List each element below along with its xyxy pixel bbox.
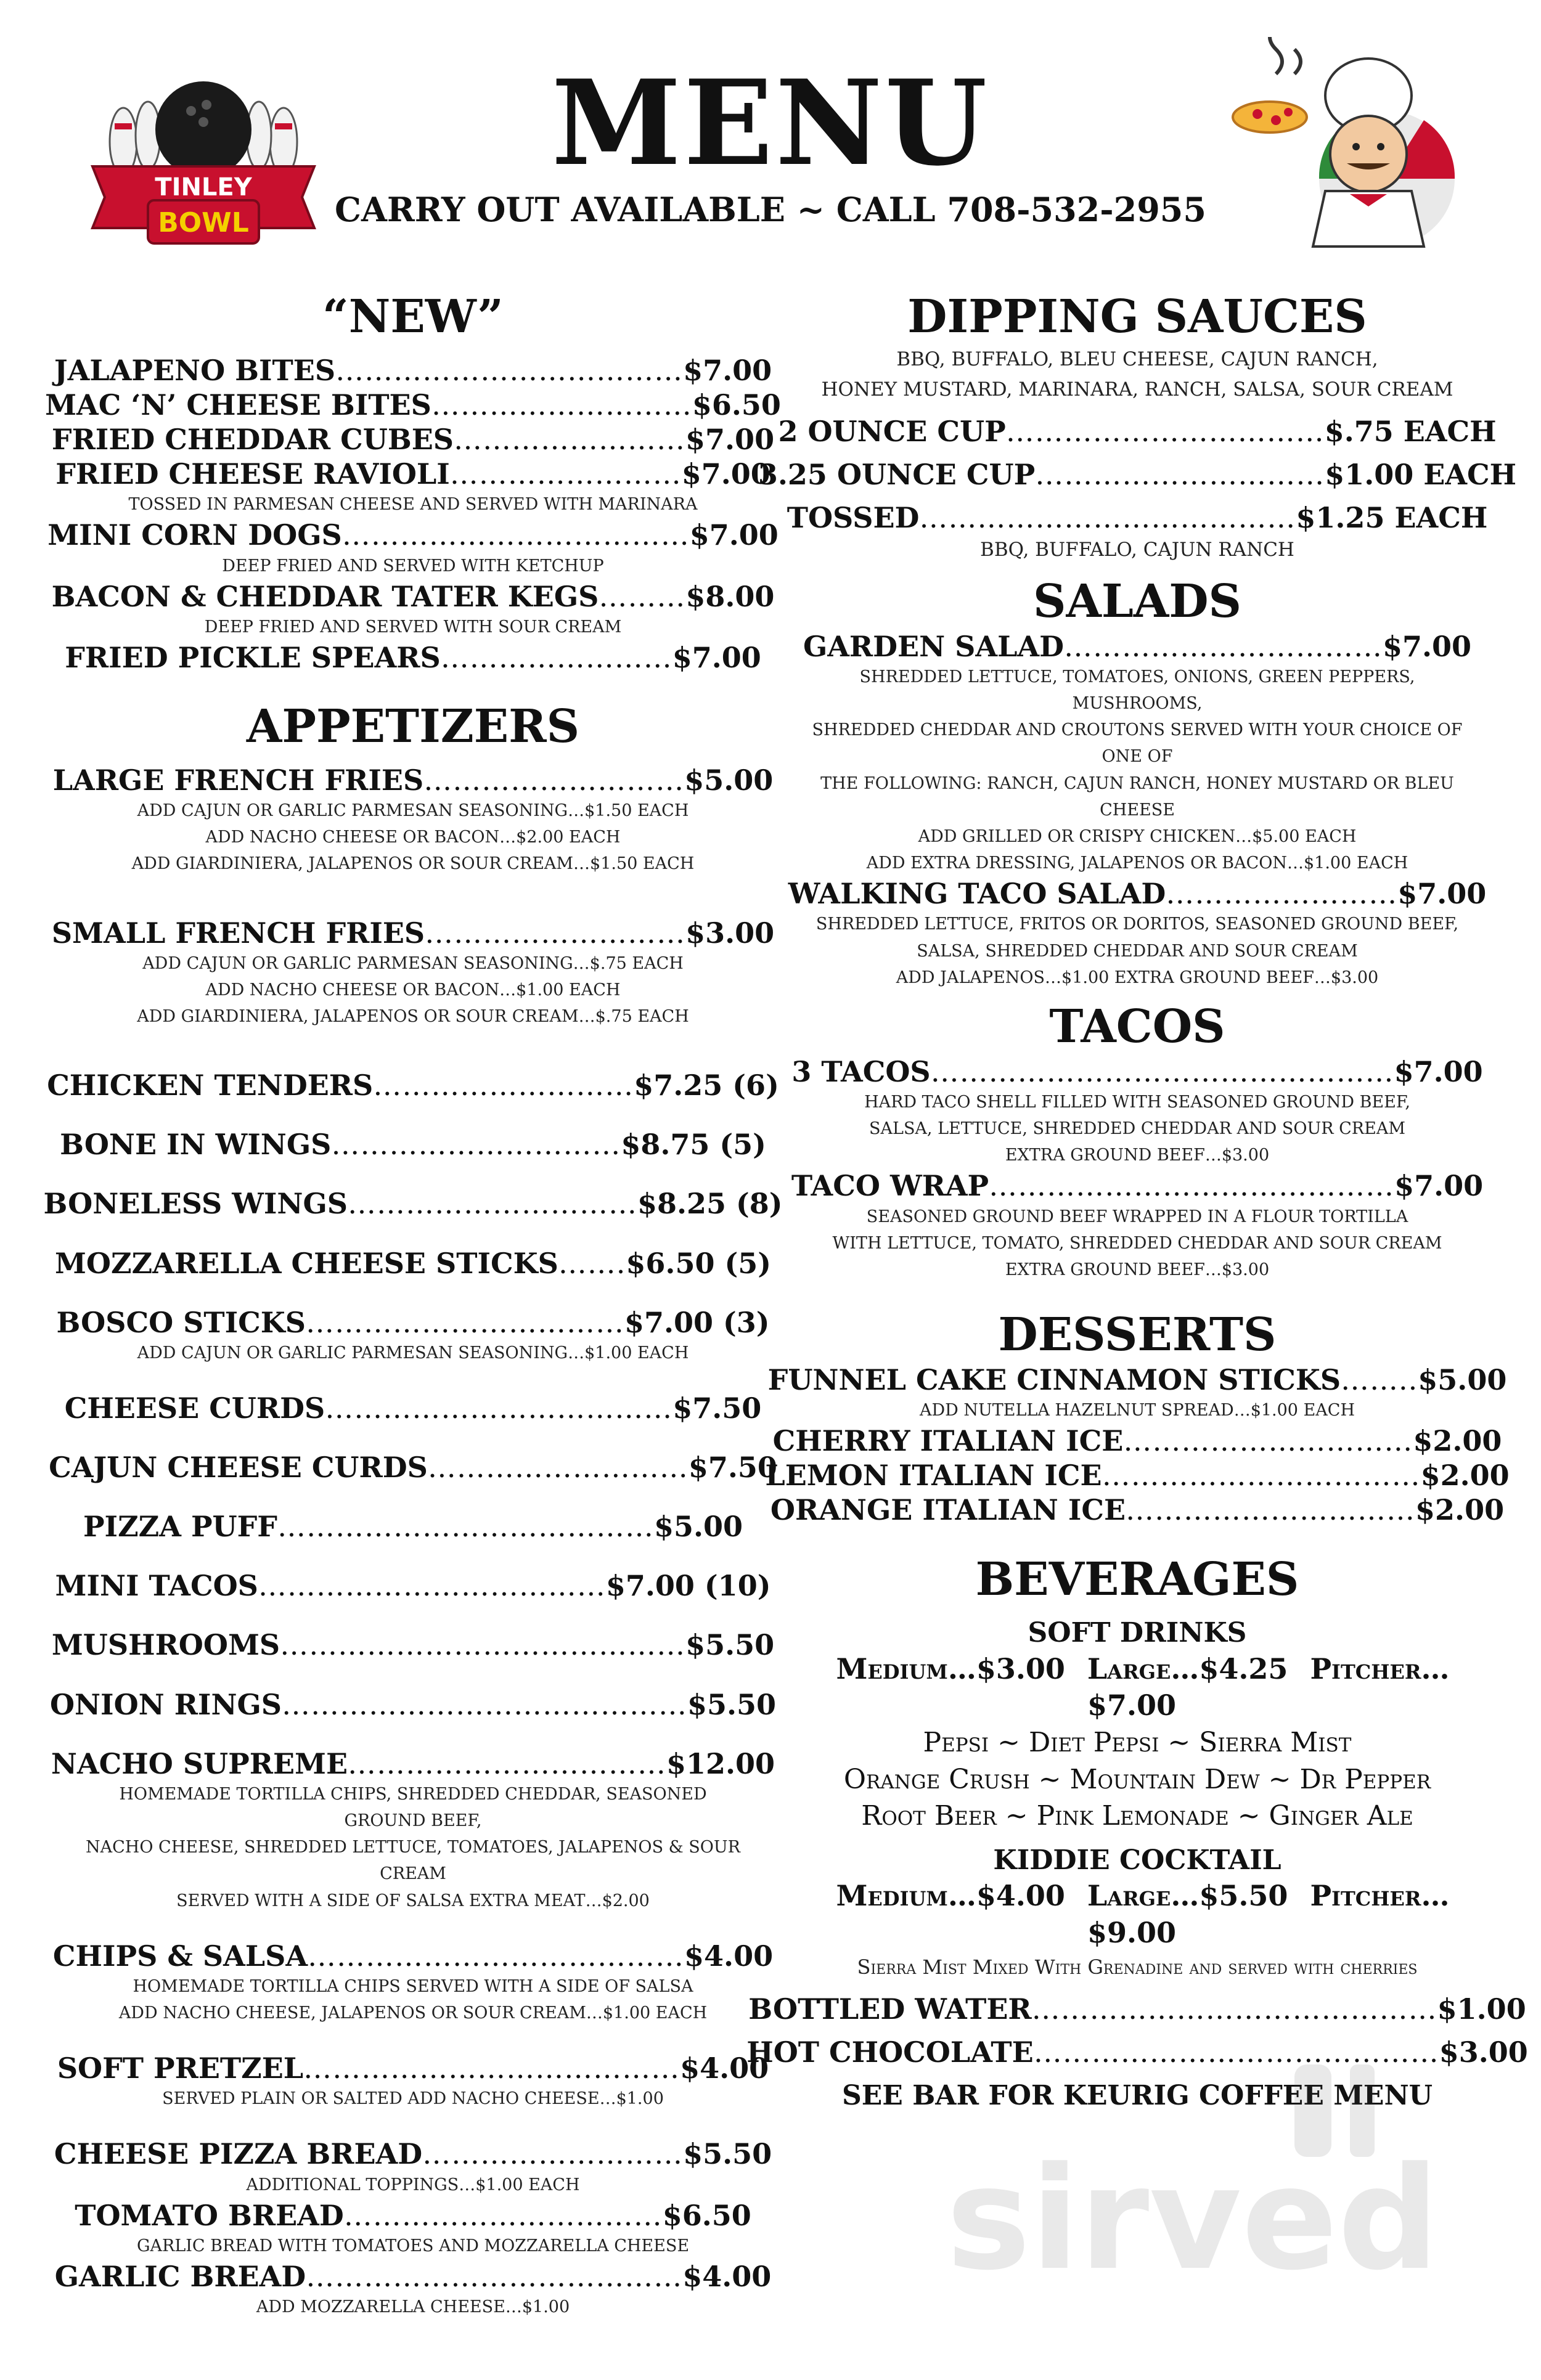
item-description: EXTRA GROUND BEEF…$3.00 [1005,1260,1270,1279]
item-price: $1.25 EACH [1296,501,1488,535]
item-price: $8.75 (5) [621,1128,766,1162]
item-name: CAJUN CHEESE CURDS [49,1451,428,1485]
item-name: JALAPENO BITES [54,353,336,387]
item-price: $6.50 (5) [626,1246,772,1280]
item-name: CHEESE PIZZA BREAD [54,2137,423,2171]
item-description: SALSA, SHREDDED CHEDDAR AND SOUR CREAM [917,941,1358,961]
soft-drinks-prices [804,1651,1470,1725]
item-name: 3.25 OUNCE CUP [758,458,1036,492]
item-description: BBQ, BUFFALO, CAJUN RANCH [980,539,1294,561]
item-description: SHREDDED CHEDDAR AND CROUTONS SERVED WITH YOUR CHOICE OF ONE OF [812,720,1463,767]
item-name: 2 OUNCE CUP [778,414,1006,448]
item-price: $7.00 [1394,1054,1483,1088]
item-description: ADD JALAPENOS…$1.00 EXTRA GROUND BEEF…$3.00 [896,968,1379,987]
menu-item: WALKING TACO SALAD …………………… $7.00 SHREDDED LETTUCE, FRITOS OR DORITOS, SEASONED GROUND BEEF, SALSA, SHREDDED CHEDDAR AND SOUR CREAM ADD JALAPENOS…$1.00 EXTRA GROUND BEEF…$3.00 [804,876,1470,991]
bowling-logo-icon [80,74,327,253]
item-price: $8.00 [685,579,775,613]
item-price: $2.00 [1413,1424,1502,1458]
sauce-list: BBQ, BUFFALO, BLEU CHEESE, CAJUN RANCH, [896,348,1378,370]
item-price: $6.50 [692,388,781,422]
watermark-text: sirved [946,2137,1439,2299]
menu-item: 3 TACOS ………………………………………… $7.00 HARD TACO SHELL FILLED WITH SEASONED GROUND BEEF, SALSA, LETTUCE, SHREDDED CHEDDAR AND SOUR CREAM EXTRA GROUND BEEF…$3.00 [804,1054,1470,1169]
menu-item: CAJUN CHEESE CURDS ……………………… $7.50 [49,1451,777,1485]
price-large: Large…$5.50 [1087,1879,1288,1913]
item-description: ADD NACHO CHEESE OR BACON…$2.00 EACH [205,828,621,847]
item-name: BOTTLED WATER [748,1992,1032,2026]
menu-item: BONE IN WINGS ………………………… $8.75 (5) [60,1128,766,1162]
item-description: WITH LETTUCE, TOMATO, SHREDDED CHEDDAR AND SOUR CREAM [832,1233,1442,1253]
item-price: $5.00 [684,763,774,797]
keurig-coffee-note: SEE BAR FOR KEURIG COFFEE MENU [841,2080,1433,2112]
menu-item: LARGE FRENCH FRIES ……………………… $5.00 ADD CAJUN OR GARLIC PARMESAN SEASONING…$1.50 EACH ADD NACHO CHEESE OR BACON…$2.00 EACH ADD GIARDINIERA, JALAPENOS OR SOUR CREAM…$1.50 EACH [80,763,746,878]
item-name: MOZZARELLA CHEESE STICKS [55,1246,558,1280]
item-name: CHIPS & SALSA [52,1939,308,1973]
item-name: GARLIC BREAD [54,2260,306,2294]
logo-line1: TINLEY [155,173,252,202]
item-name: BONE IN WINGS [60,1128,332,1162]
item-price: $7.00 [1397,877,1487,911]
menu-item: HOT CHOCOLATE …………………………………… $3.00 [746,2036,1528,2069]
item-name: NACHO SUPREME [51,1746,348,1780]
item-description: GARLIC BREAD WITH TOMATOES AND MOZZARELLA CHEESE [136,2236,690,2256]
item-name: MAC ‘N’ CHEESE BITES [45,388,431,422]
item-name: GARDEN SALAD [803,629,1065,663]
menu-item: CHERRY ITALIAN ICE ………………………… $2.00 [772,1424,1502,1458]
item-description: DEEP FRIED AND SERVED WITH SOUR CREAM [204,617,622,637]
item-description: ADD CAJUN OR GARLIC PARMESAN SEASONING…$.75 EACH [142,953,684,973]
menu-item: MOZZARELLA CHEESE STICKS ……. $6.50 (5) [55,1246,772,1280]
price-medium: Medium…$4.00 [836,1879,1065,1913]
menu-item: TOMATO BREAD …………………………… $6.50 GARLIC BREAD WITH TOMATOES AND MOZZARELLA CHEESE [80,2198,746,2259]
left-column [43,290,783,2320]
item-name: WALKING TACO SALAD [788,877,1166,911]
item-price: $4.00 [682,2260,772,2294]
logo-line2: BOWL [158,207,249,238]
kiddie-cocktail-description: Sierra Mist Mixed With Grenadine and served with cherries [857,1955,1418,1979]
item-description: ADD GRILLED OR CRISPY CHICKEN…$5.00 EACH [918,826,1357,846]
kiddie-cocktail-prices [804,1878,1470,1952]
item-description: TOSSED IN PARMESAN CHEESE AND SERVED WITH MARINARA [128,495,698,515]
item-price: $4.00 [684,1939,774,1973]
item-name: FRIED PICKLE SPEARS [65,641,441,675]
item-price: $7.00 [681,457,770,491]
item-name: CHEESE CURDS [64,1392,325,1425]
item-name: SOFT PRETZEL [57,2052,304,2085]
item-name: TOSSED [787,501,920,535]
item-name: MUSHROOMS [51,1628,280,1662]
item-description: ADD GIARDINIERA, JALAPENOS OR SOUR CREAM…$1.50 EACH [131,854,695,874]
item-name: PIZZA PUFF [83,1510,277,1544]
item-description: SERVED PLAIN OR SALTED ADD NACHO CHEESE…$1.00 [162,2089,664,2109]
item-price: $7.00 [683,353,772,387]
item-name: LEMON ITALIAN ICE [765,1459,1102,1493]
item-description: ADD NACHO CHEESE OR BACON…$1.00 EACH [205,980,621,1000]
section-title-dipping-sauces: DIPPING SAUCES [907,290,1367,343]
item-name: SMALL FRENCH FRIES [51,916,425,950]
item-description: ADDITIONAL TOPPINGS…$1.00 EACH [246,2175,580,2195]
item-price: $7.00 [1383,629,1472,663]
item-name: FRIED CHEDDAR CUBES [51,423,454,457]
price-medium: Medium…$3.00 [836,1652,1065,1685]
item-description: THE FOLLOWING: RANCH, CAJUN RANCH, HONEY MUSTARD OR BLEU CHEESE [820,773,1454,820]
item-name: FUNNEL CAKE CINNAMON STICKS [767,1363,1341,1396]
menu-item: LEMON ITALIAN ICE …………………………… $2.00 [765,1459,1510,1493]
sirved-watermark [900,2064,1486,2299]
item-description: ADD CAJUN OR GARLIC PARMESAN SEASONING…$1.50 EACH [137,801,689,821]
menu-item: PIZZA PUFF ………………………………… $5.00 [83,1510,743,1544]
menu-item: CHICKEN TENDERS ……………………… $7.25 (6) [47,1069,779,1102]
menu-item: CHEESE PIZZA BREAD ……………………… $5.50 ADDITIONAL TOPPINGS…$1.00 EACH [80,2137,746,2198]
item-price: $5.50 [685,1628,775,1662]
menu-title: MENU [551,54,990,192]
item-description: ADD EXTRA DRESSING, JALAPENOS OR BACON…$1.00 EACH [866,854,1408,873]
item-name: BACON & CHEDDAR TATER KEGS [51,579,599,613]
menu-item: SOFT PRETZEL ………………………………… $4.00 SERVED PLAIN OR SALTED ADD NACHO CHEESE…$1.00 [80,2051,746,2112]
item-price: $7.00 (3) [624,1305,770,1339]
section-title-tacos: TACOS [1049,1000,1225,1053]
item-description: SEASONED GROUND BEEF WRAPPED IN A FLOUR TORTILLA [866,1207,1408,1226]
price-large: Large…$4.25 [1087,1652,1288,1685]
item-description: ADD MOZZARELLA CHEESE…$1.00 [256,2297,570,2317]
item-name: TOMATO BREAD [75,2198,344,2232]
soft-drink-flavors: Root Beer ~ Pink Lemonade ~ Ginger Ale [861,1799,1413,1832]
item-price: $7.25 (6) [634,1069,779,1102]
item-price: $7.00 (10) [605,1569,771,1603]
item-name: BOSCO STICKS [56,1305,306,1339]
price-pitcher: Pitcher…$9.00 [1087,1879,1450,1950]
item-name: BONELESS WINGS [43,1187,348,1221]
menu-item: SMALL FRENCH FRIES ……………………… $3.00 ADD CAJUN OR GARLIC PARMESAN SEASONING…$.75 EACH ADD NACHO CHEESE OR BACON…$1.00 EACH ADD GIARDINIERA, JALAPENOS OR SOUR CREAM…$.75 EACH [80,916,746,1030]
item-description: SHREDDED LETTUCE, FRITOS OR DORITOS, SEASONED GROUND BEEF, [815,915,1459,934]
item-price: $7.00 [672,641,761,675]
item-price: $7.00 [1394,1169,1484,1203]
menu-item: ORANGE ITALIAN ICE ………………………… $2.00 [770,1493,1505,1527]
soft-drink-flavors: Pepsi ~ Diet Pepsi ~ Sierra Mist [923,1727,1352,1759]
section-title-beverages: BEVERAGES [975,1552,1299,1606]
item-name: MINI CORN DOGS [47,518,342,552]
item-name: TACO WRAP [791,1169,989,1203]
item-price: $2.00 [1415,1493,1505,1527]
menu-item: BOTTLED WATER …………………………………… $1.00 [748,1992,1526,2026]
item-price: $6.50 [662,2198,751,2232]
item-name: 3 TACOS [791,1054,931,1088]
item-price: $7.50 [688,1451,777,1485]
item-name: CHICKEN TENDERS [47,1069,374,1102]
item-name: ORANGE ITALIAN ICE [770,1493,1126,1527]
menu-item: TOSSED ………………………………… $1.25 EACH BBQ, BUFFALO, CAJUN RANCH [804,500,1470,566]
soft-drink-flavors: Orange Crush ~ Mountain Dew ~ Dr Pepper [843,1763,1431,1795]
menu-item: FRIED CHEESE RAVIOLI …………………… $7.00 TOSSED IN PARMESAN CHEESE AND SERVED WITH MARINARA [80,457,746,518]
kiddie-cocktail-title: KIDDIE COCKTAIL [993,1844,1281,1877]
item-name: HOT CHOCOLATE [746,2036,1034,2069]
item-description: SHREDDED LETTUCE, TOMATOES, ONIONS, GREEN PEPPERS, MUSHROOMS, [859,667,1415,713]
item-description: NACHO CHEESE, SHREDDED LETTUCE, TOMATOES, JALAPENOS & SOUR CREAM [86,1838,740,1884]
menu-item: BONELESS WINGS ………………………… $8.25 (8) [43,1187,783,1221]
item-price: $1.00 [1437,1992,1526,2026]
item-description: ADD GIARDINIERA, JALAPENOS OR SOUR CREAM…$.75 EACH [137,1007,689,1027]
menu-item: ONION RINGS …………………………………… $5.50 [49,1687,777,1721]
menu-item: JALAPENO BITES ……………………………… $7.00 [54,353,772,387]
item-name: CHERRY ITALIAN ICE [772,1424,1124,1458]
menu-item: NACHO SUPREME …………………………… $12.00 HOMEMADE TORTILLA CHIPS, SHREDDED CHEDDAR, SEASONED GROUND BEEF, NACHO CHEESE, SHREDDED LETTUCE, TOMATOES, JALAPENOS & SOUR CREAM SERVED WITH A SIDE OF SALSA EXTRA MEAT…$2.00 [80,1746,746,1914]
menu-item: CHEESE CURDS ……………………………… $7.50 [64,1392,762,1425]
menu-item: GARLIC BREAD ………………………………… $4.00 ADD MOZZARELLA CHEESE…$1.00 [80,2259,746,2320]
item-description: SERVED WITH A SIDE OF SALSA EXTRA MEAT…$2.00 [176,1891,650,1910]
price-pitcher: Pitcher…$7.00 [1087,1652,1450,1722]
item-price: $5.50 [687,1687,777,1721]
carry-out-phone: CARRY OUT AVAILABLE ~ CALL 708-532-2955 [335,190,1206,229]
item-price: $5.00 [1418,1363,1507,1396]
bowling-ball-icon [155,81,251,177]
item-price: $3.00 [1439,2036,1528,2069]
item-price: $2.00 [1420,1459,1510,1493]
menu-item: CHIPS & SALSA ………………………………… $4.00 HOMEMADE TORTILLA CHIPS SERVED WITH A SIDE OF SALSA ADD NACHO CHEESE, JALAPENOS OR SOUR CREAM…$1.00 EACH [80,1939,746,2026]
item-description: HOMEMADE TORTILLA CHIPS SERVED WITH A SIDE OF SALSA [133,1976,693,1996]
section-title-appetizers: APPETIZERS [246,700,580,754]
item-description: HOMEMADE TORTILLA CHIPS, SHREDDED CHEDDAR, SEASONED GROUND BEEF, [119,1784,707,1830]
item-description: HARD TACO SHELL FILLED WITH SEASONED GROUND BEEF, [864,1092,1410,1112]
item-price: $4.00 [680,2052,769,2085]
item-name: MINI TACOS [55,1569,258,1603]
item-price: $7.00 [685,423,775,457]
item-description: ADD NUTELLA HAZELNUT SPREAD…$1.00 EACH [920,1401,1355,1420]
item-description: ADD CAJUN OR GARLIC PARMESAN SEASONING…$1.00 EACH [137,1343,689,1363]
menu-item: MINI TACOS ……………………………… $7.00 (10) [55,1569,771,1603]
item-price: $5.50 [683,2137,772,2171]
item-name: ONION RINGS [49,1687,282,1721]
section-title-salads: SALADS [1033,574,1241,628]
menu-item: FUNNEL CAKE CINNAMON STICKS …….. $5.00 ADD NUTELLA HAZELNUT SPREAD…$1.00 EACH [804,1363,1470,1424]
menu-item: 3.25 OUNCE CUP ………………………… $1.00 EACH [758,458,1517,492]
item-price: $.75 EACH [1324,414,1497,448]
menu-item: BOSCO STICKS …………………………… $7.00 (3) ADD CAJUN OR GARLIC PARMESAN SEASONING…$1.00 EACH [80,1305,746,1366]
item-description: EXTRA GROUND BEEF…$3.00 [1005,1146,1270,1165]
item-price: $3.00 [685,916,775,950]
menu-item: GARDEN SALAD …………………………… $7.00 SHREDDED LETTUCE, TOMATOES, ONIONS, GREEN PEPPERS, MUSHROOMS, SHREDDED CHEDDAR AND CROUTONS SERVED WITH YOUR CHOICE OF ONE OF THE FOLLOWING: RANCH, CAJUN RANCH, HONEY MUSTARD OR BLEU CHEESE ADD GRILLED OR CRISPY CHICKEN…$5.00 EACH ADD EXTRA DRESSING, JALAPENOS OR BACON…$1.00 EACH [804,629,1470,877]
menu-item: BACON & CHEDDAR TATER KEGS ……… $8.00 DEEP FRIED AND SERVED WITH SOUR CREAM [80,579,746,640]
item-name: LARGE FRENCH FRIES [52,763,424,797]
item-price: $8.25 (8) [637,1187,783,1221]
item-price: $5.00 [653,1510,743,1544]
item-price: $7.00 [689,518,779,552]
menu-item: 2 OUNCE CUP …………………………… $.75 EACH [778,414,1497,448]
soft-drinks-title: SOFT DRINKS [1028,1617,1247,1649]
menu-item: MUSHROOMS …………………………………… $5.50 [51,1628,775,1662]
section-title-desserts: DESSERTS [998,1308,1277,1362]
item-description: ADD NACHO CHEESE, JALAPENOS OR SOUR CREAM…$1.00 EACH [118,2003,708,2023]
item-name: FRIED CHEESE RAVIOLI [55,457,450,491]
right-column [746,290,1528,2114]
menu-item: FRIED CHEDDAR CUBES …………………… $7.00 [51,423,775,457]
menu-item: TACO WRAP …………………………………… $7.00 SEASONED GROUND BEEF WRAPPED IN A FLOUR TORTILLA WITH LETTUCE, TOMATO, SHREDDED CHEDDAR AND SOUR CREAM EXTRA GROUND BEEF…$3.00 [804,1168,1470,1283]
menu-item: FRIED PICKLE SPEARS …………………… $7.00 [65,641,761,675]
menu-item: MINI CORN DOGS ……………………………… $7.00 DEEP FRIED AND SERVED WITH KETCHUP [80,518,746,579]
section-title-new: “NEW” [322,290,504,343]
item-price: $7.50 [672,1392,762,1425]
item-description: SALSA, LETTUCE, SHREDDED CHEDDAR AND SOUR CREAM [869,1119,1405,1139]
pizza-chef-icon [1227,37,1461,253]
item-price: $12.00 [666,1746,775,1780]
item-price: $1.00 EACH [1325,458,1517,492]
menu-item: MAC ‘N’ CHEESE BITES ……………………… $6.50 [45,388,781,422]
sauce-list: HONEY MUSTARD, MARINARA, RANCH, SALSA, SOUR CREAM [821,378,1453,401]
item-description: DEEP FRIED AND SERVED WITH KETCHUP [222,556,604,576]
